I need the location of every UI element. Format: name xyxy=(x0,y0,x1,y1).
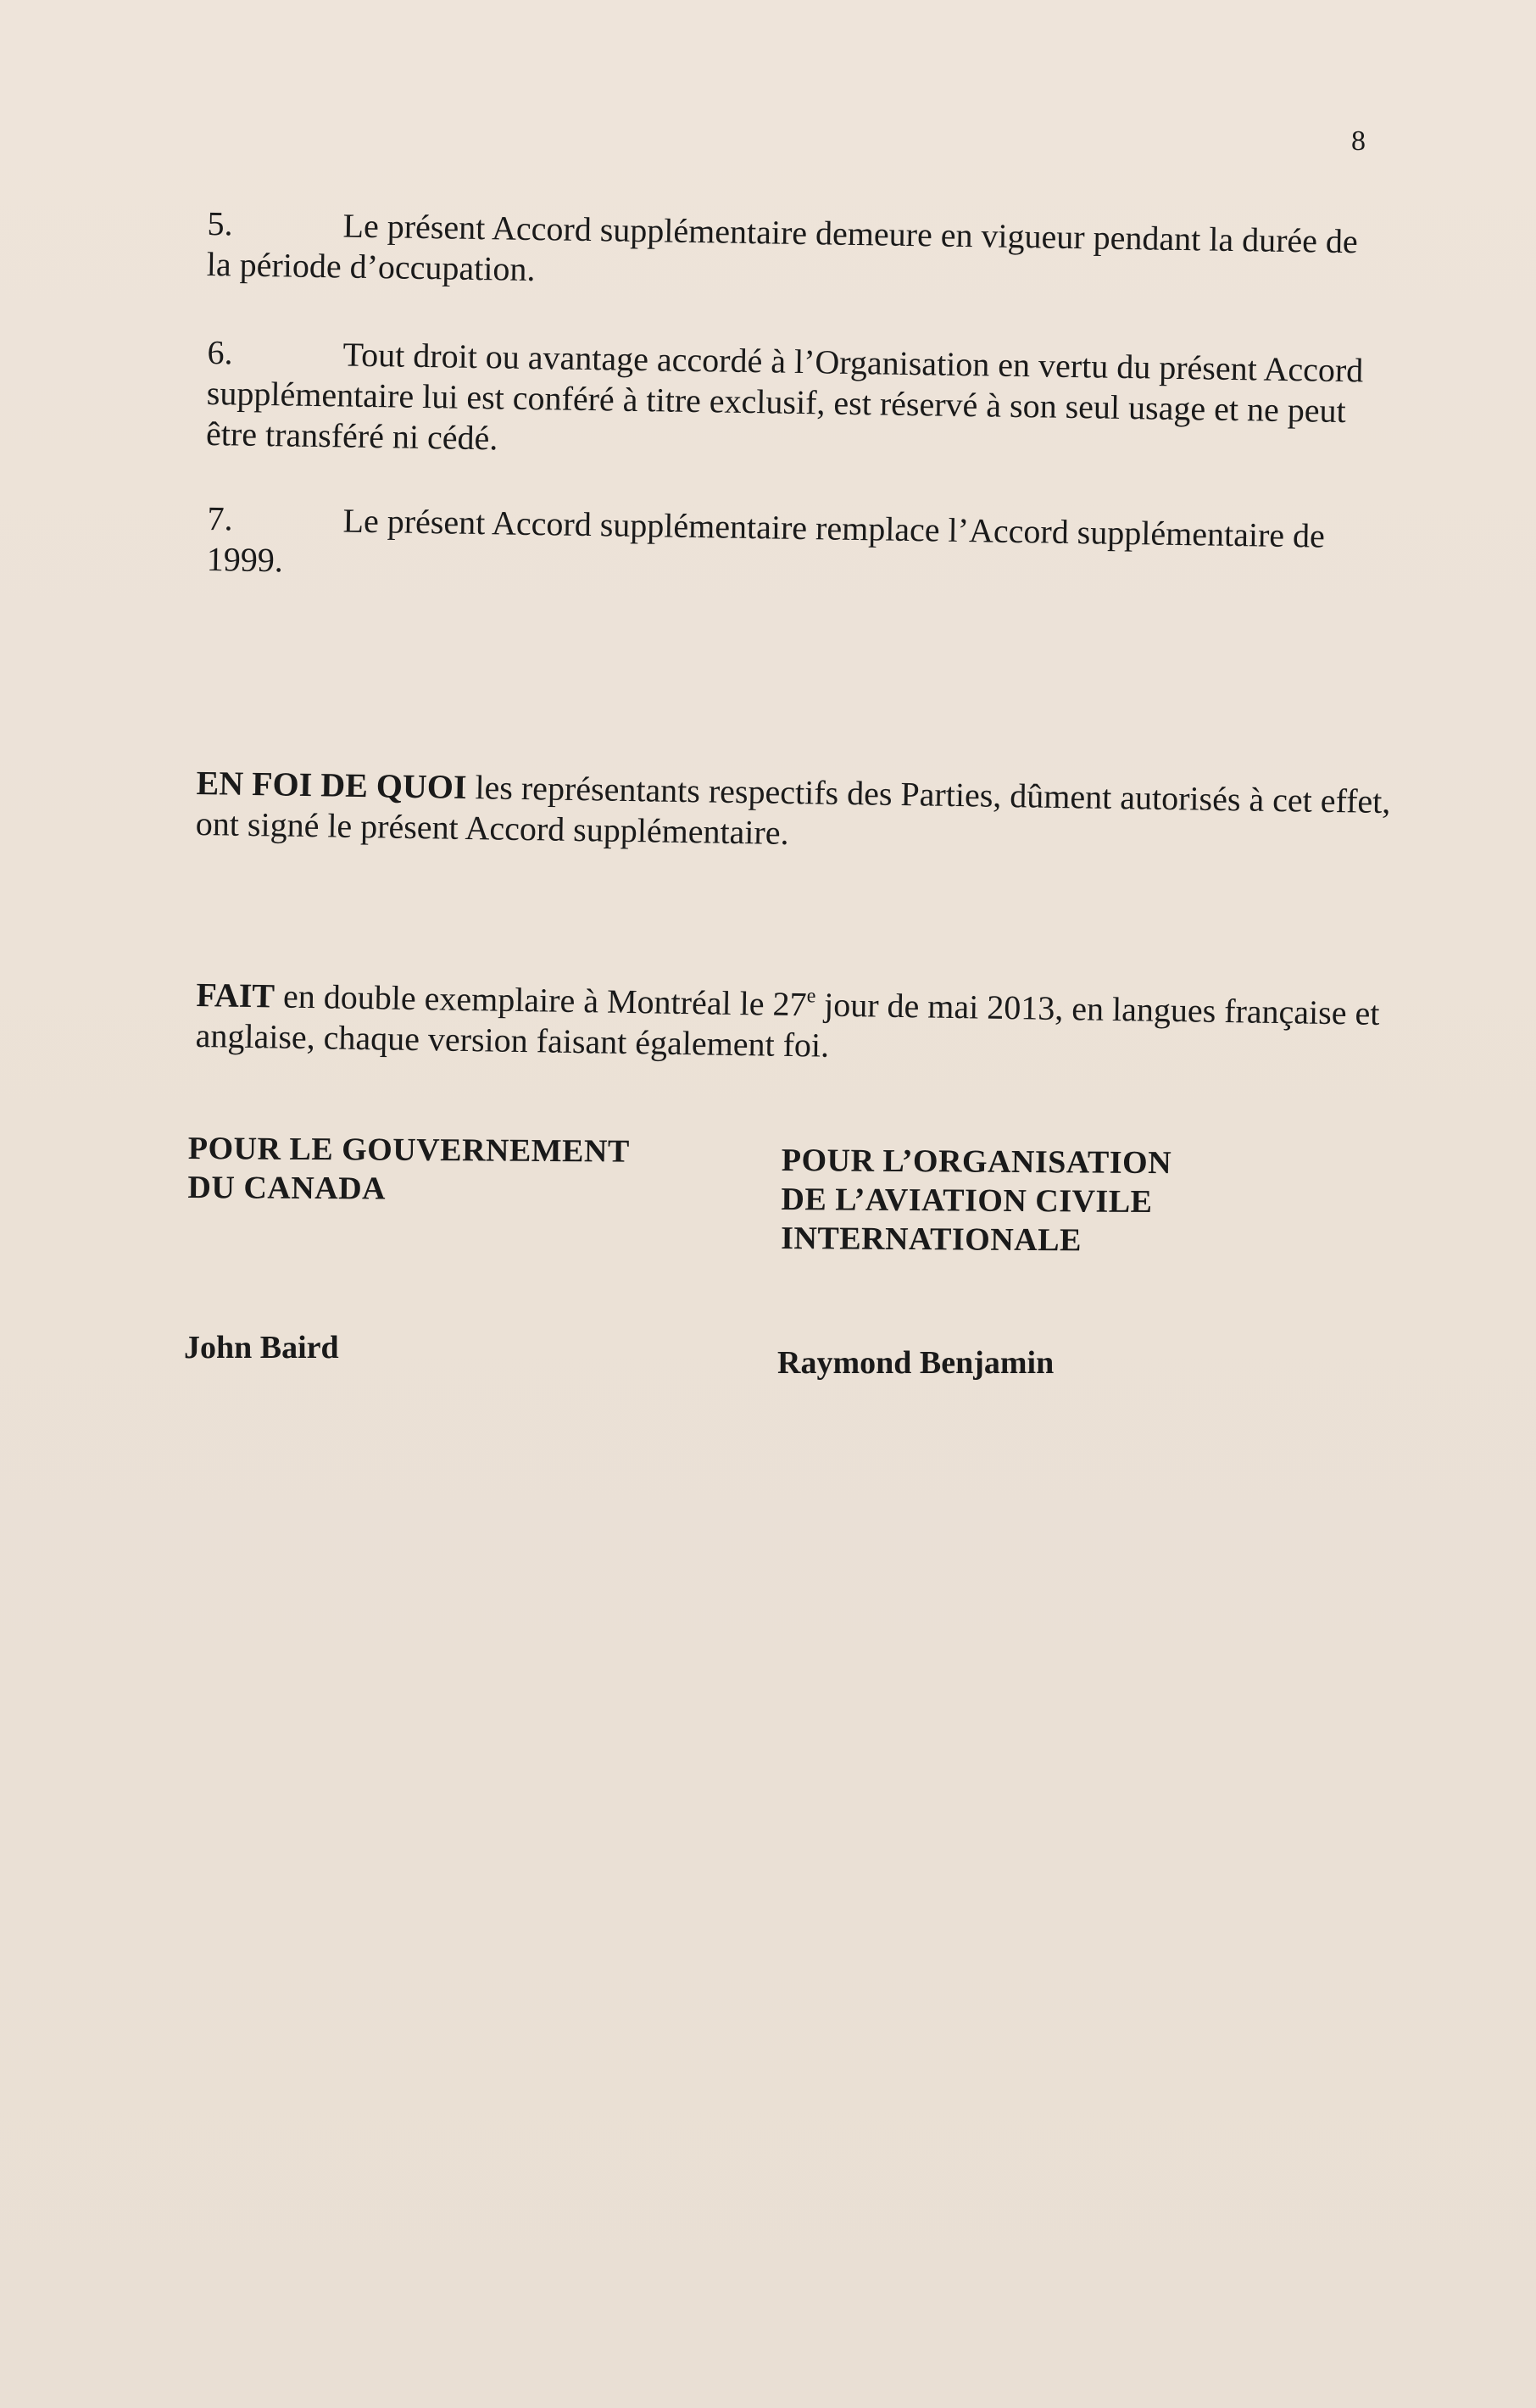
execution-lead: FAIT xyxy=(196,975,275,1015)
heading-line: POUR L’ORGANISATION xyxy=(781,1143,1172,1182)
paragraph-text: Le présent Accord supplémentaire demeure en vigueur pendant la durée de la période d’occupation. xyxy=(206,206,1359,289)
heading-line: DE L’AVIATION CIVILE xyxy=(781,1181,1153,1221)
icao-signer-name: Raymond Benjamin xyxy=(777,1345,1055,1381)
heading-line: INTERNATIONALE xyxy=(781,1220,1082,1259)
execution-text: en double exemplaire à Montréal le 27 xyxy=(274,976,807,1024)
execution-clause xyxy=(195,966,1391,1075)
heading-line: DU CANADA xyxy=(187,1169,387,1207)
witness-clause xyxy=(195,763,1391,863)
date-superscript: e xyxy=(806,985,816,1008)
execution-text-continued: jour de mai 2013, en langues française et anglaise, chaque version faisant également foi. xyxy=(195,985,1380,1065)
witness-text: les représentants respectifs des Parties, dûment autorisés à cet effet, ont signé le présent Accord supplémentaire. xyxy=(195,768,1391,852)
paragraph-5 xyxy=(206,203,1385,303)
paragraph-6 xyxy=(206,332,1386,473)
paragraph-7 xyxy=(206,498,1385,598)
page-number: 8 xyxy=(1351,125,1366,157)
heading-line: POUR LE GOUVERNEMENT xyxy=(187,1131,630,1170)
paragraph-number: 5. xyxy=(207,203,233,243)
icao-signatory-heading xyxy=(781,1141,1307,1261)
paragraph-number: 6. xyxy=(207,332,233,372)
paragraph-text: Le présent Accord supplémentaire remplace l’Accord supplémentaire de 1999. xyxy=(206,501,1326,580)
paragraph-number: 7. xyxy=(207,498,233,538)
paragraph-text: Tout droit ou avantage accordé à l’Organisation en vertu du présent Accord supplémentaire lui est conféré à titre exclusif, est réservé à son seul usage et ne peut être transféré ni cédé. xyxy=(205,335,1364,458)
canada-signer-name: John Baird xyxy=(184,1330,339,1365)
witness-lead: EN FOI DE QUOI xyxy=(196,763,467,807)
canada-signatory-heading xyxy=(187,1129,697,1210)
